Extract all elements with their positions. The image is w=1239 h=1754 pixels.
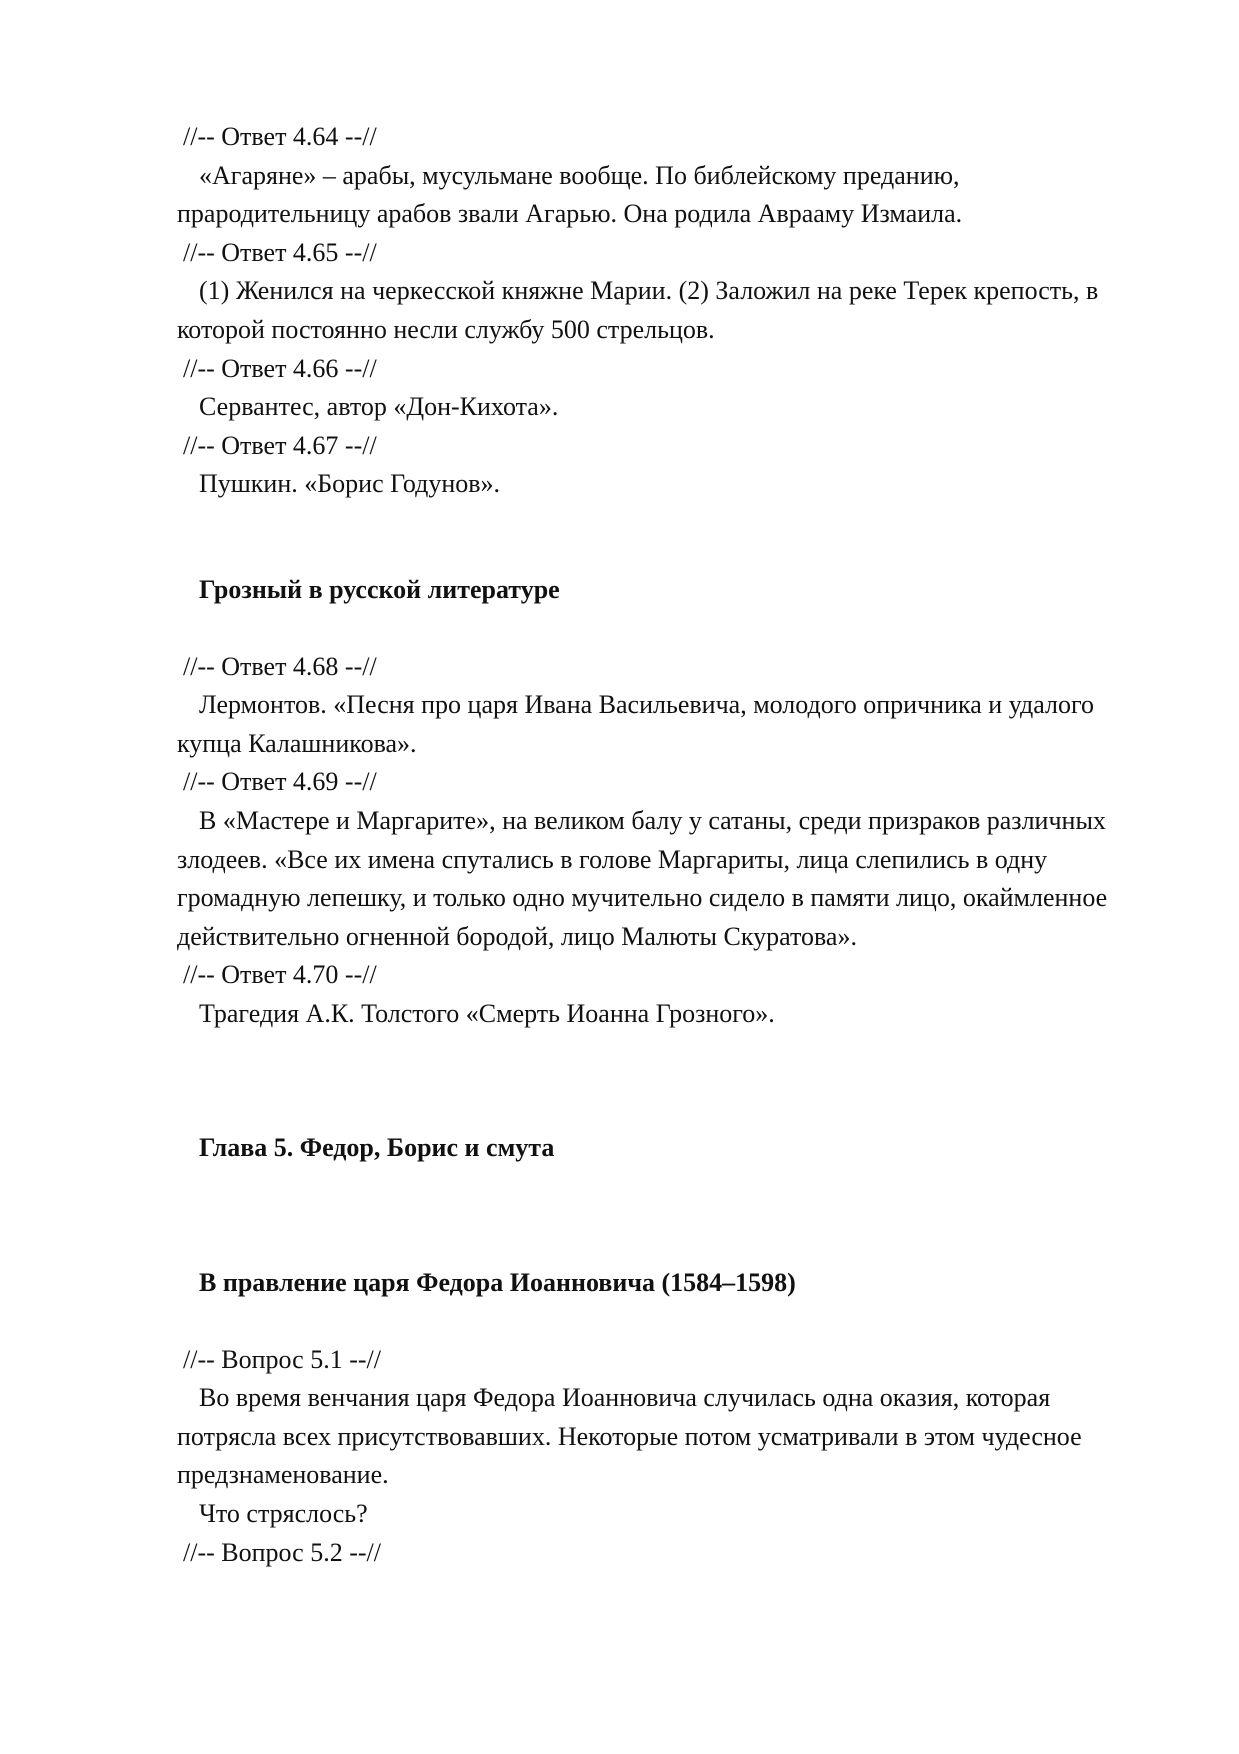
answer-text-4-66: Сервантес, автор «Дон-Кихота». bbox=[199, 392, 559, 422]
spacer bbox=[177, 1033, 1129, 1129]
answer-text-4-65: (1) Женился на черкесской княжне Марии. (2) Заложил на реке Терек крепость, в которой постоянно несли службу 500 стрельцов. bbox=[177, 276, 1099, 344]
spacer bbox=[177, 1303, 1129, 1341]
answer-text-4-64: «Агаряне» – арабы, мусульмане вообще. По библейскому преданию, прародительницу арабов звали Агарью. Она родила Аврааму Измаила. bbox=[177, 160, 963, 229]
question-marker-5-2: //-- Вопрос 5.2 --// bbox=[183, 1537, 381, 1567]
answer-marker-4-66: //-- Ответ 4.66 --// bbox=[183, 353, 377, 383]
answer-text-4-69: В «Мастере и Маргарите», на великом балу у сатаны, среди призраков различных злодеев. «Все их имена спутались в голове Маргариты, лица слепились в одну громадную лепешку, и только одно мучительно сидело в памяти лицо, окаймленное действительно огненной бородой, лицо Малюты Скуратова». bbox=[177, 805, 1108, 951]
question-marker-5-1: //-- Вопрос 5.1 --// bbox=[183, 1344, 381, 1374]
question-prompt-5-1: Что стряслось? bbox=[199, 1499, 368, 1529]
section-heading-fedor: В правление царя Федора Иоанновича (1584–1598) bbox=[199, 1268, 796, 1298]
answer-marker-4-67: //-- Ответ 4.67 --// bbox=[183, 430, 377, 460]
answer-text-4-68: Лермонтов. «Песня про царя Ивана Васильевича, молодого опричника и удалого купца Калашникова». bbox=[177, 690, 1095, 758]
answer-marker-4-68: //-- Ответ 4.68 --// bbox=[183, 651, 377, 681]
spacer bbox=[177, 1168, 1129, 1264]
chapter-heading-5: Глава 5. Федор, Борис и смута bbox=[199, 1133, 555, 1163]
answer-marker-4-70: //-- Ответ 4.70 --// bbox=[183, 960, 377, 990]
answer-marker-4-64: //-- Ответ 4.64 --// bbox=[183, 122, 377, 151]
answer-marker-4-69: //-- Ответ 4.69 --// bbox=[183, 767, 377, 797]
answer-text-4-67: Пушкин. «Борис Годунов». bbox=[199, 469, 501, 499]
section-heading-grozny: Грозный в русской литературе bbox=[199, 574, 560, 604]
spacer bbox=[177, 610, 1129, 648]
question-text-5-1: Во время венчания царя Федора Иоанновича случилась одна оказия, которая потрясла всех присутствовавших. Некоторые потом усматривали в этом чудесное предзнаменование. bbox=[177, 1383, 1082, 1490]
spacer bbox=[177, 504, 1129, 571]
answer-text-4-70: Трагедия А.К. Толстого «Смерть Иоанна Грозного». bbox=[199, 998, 775, 1028]
answer-marker-4-65: //-- Ответ 4.65 --// bbox=[183, 237, 377, 267]
